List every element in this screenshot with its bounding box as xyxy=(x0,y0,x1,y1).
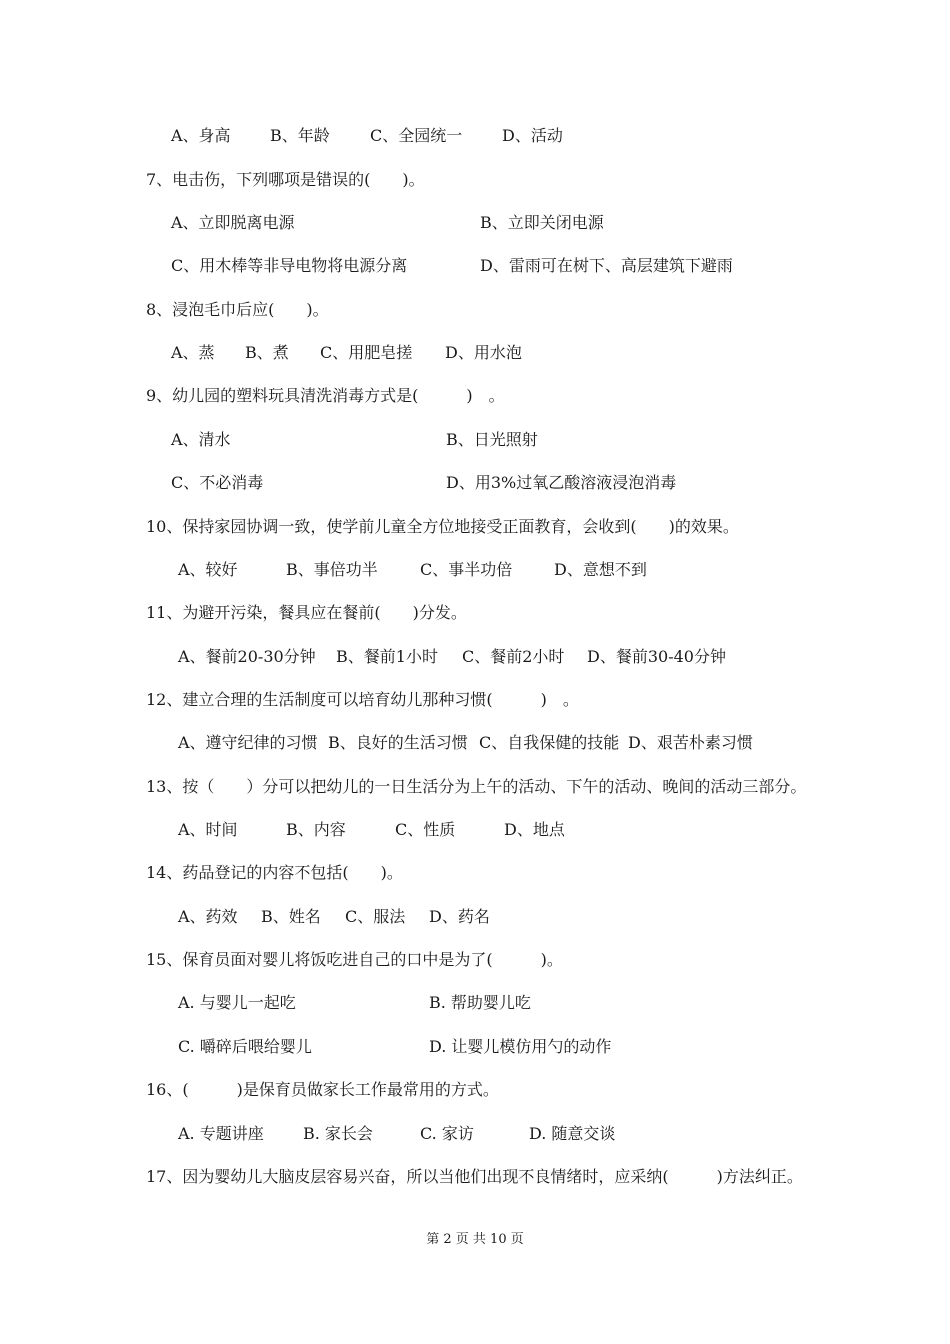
q6-option-b: B、年龄 xyxy=(270,126,330,145)
q9-option-b: B、日光照射 xyxy=(446,430,538,449)
q10-option-b: B、事倍功半 xyxy=(286,560,378,579)
q12-option-d: D、艰苦朴素习惯 xyxy=(628,733,753,752)
q7-option-c: C、用木棒等非导电物将电源分离 xyxy=(171,256,408,275)
q16-option-a: A. 专题讲座 xyxy=(178,1124,264,1143)
q8-stem: 8、浸泡毛巾后应( )。 xyxy=(146,300,329,319)
q8-option-b: B、煮 xyxy=(245,343,289,362)
q10-option-d: D、意想不到 xyxy=(554,560,647,579)
q12-option-c: C、自我保健的技能 xyxy=(479,733,620,752)
q10-stem: 10、保持家园协调一致，使学前儿童全方位地接受正面教育，会收到( )的效果。 xyxy=(146,517,739,536)
q7-option-a: A、立即脱离电源 xyxy=(171,213,295,232)
q6-option-c: C、全园统一 xyxy=(370,126,463,145)
q13-option-a: A、时间 xyxy=(178,820,238,839)
q15-stem: 15、保育员面对婴儿将饭吃进自己的口中是为了( )。 xyxy=(146,950,563,969)
q13-option-b: B、内容 xyxy=(286,820,346,839)
q13-option-d: D、地点 xyxy=(504,820,565,839)
q15-option-b: B. 帮助婴儿吃 xyxy=(429,993,531,1012)
q9-stem: 9、幼儿园的塑料玩具清洗消毒方式是( ) 。 xyxy=(146,386,505,405)
q16-option-c: C. 家访 xyxy=(420,1124,474,1143)
q8-option-c: C、用肥皂搓 xyxy=(320,343,413,362)
q12-stem: 12、建立合理的生活制度可以培育幼儿那种习惯( ) 。 xyxy=(146,690,579,709)
q9-option-a: A、清水 xyxy=(171,430,231,449)
q14-option-b: B、姓名 xyxy=(261,907,321,926)
q12-option-a: A、遵守纪律的习惯 xyxy=(178,733,318,752)
q11-option-a: A、餐前20-30分钟 xyxy=(178,647,316,666)
q6-option-a: A、身高 xyxy=(171,126,231,145)
q10-option-c: C、事半功倍 xyxy=(420,560,513,579)
q7-stem: 7、电击伤，下列哪项是错误的( )。 xyxy=(146,170,425,189)
q12-option-b: B、良好的生活习惯 xyxy=(328,733,468,752)
q7-option-d: D、雷雨可在树下、高层建筑下避雨 xyxy=(480,256,733,275)
q13-option-c: C、性质 xyxy=(395,820,456,839)
q16-option-b: B. 家长会 xyxy=(303,1124,373,1143)
q8-option-a: A、蒸 xyxy=(171,343,215,362)
q7-option-b: B、立即关闭电源 xyxy=(480,213,604,232)
q11-option-c: C、餐前2小时 xyxy=(462,647,565,666)
page-number-footer: 第 2 页 共 10 页 xyxy=(426,1232,524,1247)
q11-stem: 11、为避开污染，餐具应在餐前( )分发。 xyxy=(146,603,467,622)
q14-option-c: C、服法 xyxy=(345,907,406,926)
q14-stem: 14、药品登记的内容不包括( )。 xyxy=(146,863,403,882)
q15-option-d: D. 让婴儿模仿用勺的动作 xyxy=(429,1037,612,1056)
q11-option-d: D、餐前30-40分钟 xyxy=(587,647,726,666)
q10-option-a: A、较好 xyxy=(178,560,238,579)
q9-option-c: C、不必消毒 xyxy=(171,473,264,492)
q15-option-a: A. 与婴儿一起吃 xyxy=(178,993,296,1012)
q16-stem: 16、( )是保育员做家长工作最常用的方式。 xyxy=(146,1080,499,1099)
q8-option-d: D、用水泡 xyxy=(445,343,522,362)
q9-option-d: D、用3%过氧乙酸溶液浸泡消毒 xyxy=(446,473,677,492)
q16-option-d: D. 随意交谈 xyxy=(529,1124,616,1143)
q13-stem: 13、按（ ）分可以把幼儿的一日生活分为上午的活动、下午的活动、晚间的活动三部分。 xyxy=(146,777,807,796)
q14-option-d: D、药名 xyxy=(429,907,490,926)
q17-stem: 17、因为婴幼儿大脑皮层容易兴奋，所以当他们出现不良情绪时，应采纳( )方法纠正。 xyxy=(146,1167,803,1186)
q6-option-d: D、活动 xyxy=(502,126,563,145)
q15-option-c: C. 嚼碎后喂给婴儿 xyxy=(178,1037,312,1056)
q11-option-b: B、餐前1小时 xyxy=(336,647,438,666)
q14-option-a: A、药效 xyxy=(178,907,238,926)
